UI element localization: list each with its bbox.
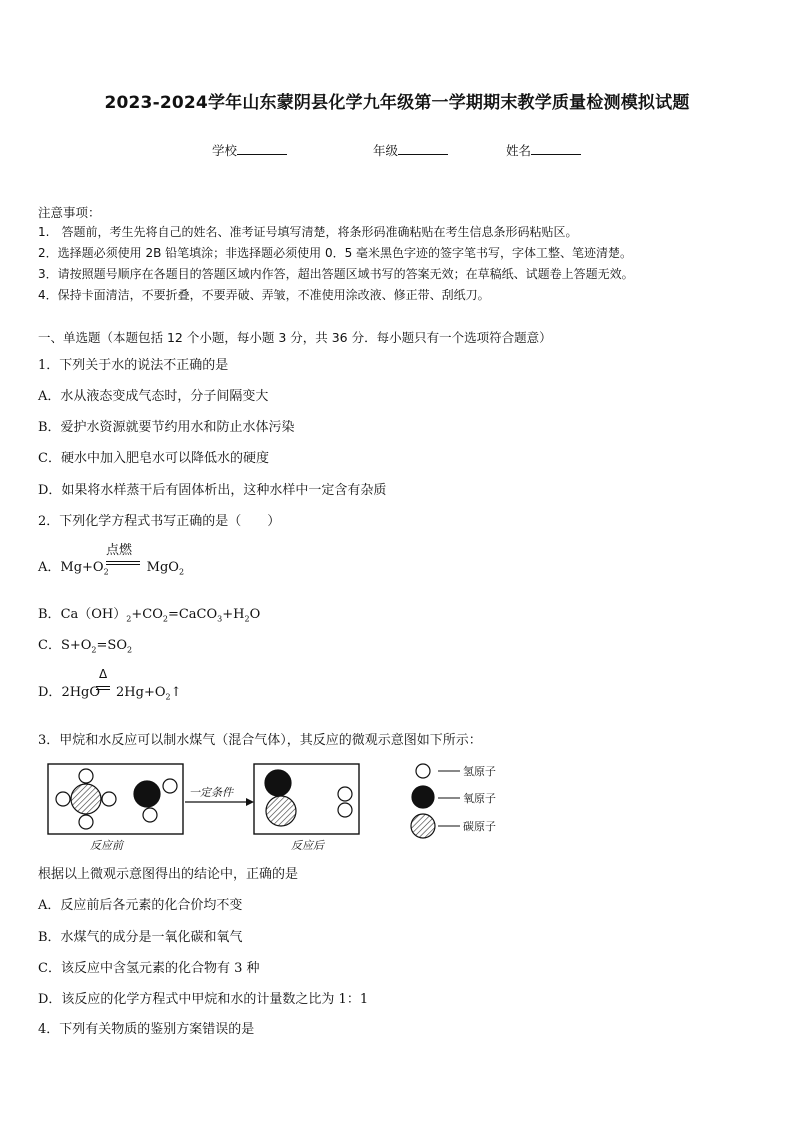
oxygen-atom — [265, 770, 291, 796]
hydrogen-atom — [338, 787, 352, 801]
q2-option-d[interactable]: D．2HgO $2Hg+O_2↑$ — [38, 685, 182, 702]
question-3-stem: 3．甲烷和水反应可以制水煤气（混合气体），其反应的微观示意图如下所示： — [38, 733, 482, 748]
notice-item: 2．选择题必须使用 2B 铅笔填涂；非选择题必须使用 0．5 毫米黑色字迹的签字笔书写，字体工整、笔迹清楚。 — [38, 246, 633, 260]
hydrogen-atom — [143, 808, 157, 822]
carbon-atom — [266, 796, 296, 826]
notice-item: 1. 答题前，考生先将自己的姓名、准考证号填写清楚，将条形码准确粘贴在考生信息条形码粘贴区。 — [38, 225, 578, 239]
page-title: 2023-2024学年山东蒙阴县化学九年级第一学期期末教学质量检测模拟试题 — [104, 93, 690, 113]
name-blank[interactable] — [531, 142, 581, 155]
name-label: 姓名 — [506, 143, 532, 158]
hydrogen-atom — [56, 792, 70, 806]
carbon-atom — [71, 784, 101, 814]
hydrogen-atom — [163, 779, 177, 793]
q2-d-condition: Δ — [99, 667, 108, 681]
q2-option-b[interactable]: B．$Ca(OH)_2+CO_2=CaCO_3+H_2O$ — [38, 607, 261, 624]
q2-d-equal-sign — [96, 686, 110, 690]
school-label: 学校 — [212, 143, 238, 158]
legend-carbon-label: 碳原子 — [463, 820, 496, 833]
q1-option-a[interactable]: A．水从液态变成气态时，分子间隔变大 — [38, 389, 269, 404]
legend-hydrogen-symbol — [416, 764, 430, 778]
school-field[interactable] — [212, 141, 287, 159]
legend-hydrogen-label: 氢原子 — [463, 765, 496, 778]
grade-field[interactable] — [373, 141, 448, 159]
arrow-label: 一定条件 — [189, 786, 233, 799]
after-label: 反应后 — [291, 839, 324, 852]
question-4-stem: 4．下列有关物质的鉴别方案错误的是 — [38, 1022, 255, 1037]
hydrogen-atom — [79, 815, 93, 829]
q3-option-c[interactable]: C．该反应中含氢元素的化合物有 3 种 — [38, 961, 260, 976]
school-blank[interactable] — [237, 142, 287, 155]
q2-option-c[interactable]: C．$S+O_2=SO_2$ — [38, 638, 133, 655]
grade-label: 年级 — [373, 143, 399, 158]
q1-option-c[interactable]: C．硬水中加入肥皂水可以降低水的硬度 — [38, 451, 269, 466]
question-2-stem: 2．下列化学方程式书写正确的是（ ） — [38, 514, 281, 529]
oxygen-atom — [134, 781, 160, 807]
q2-a-equal-sign — [106, 561, 140, 565]
q3-option-d[interactable]: D．该反应的化学方程式中甲烷和水的计量数之比为 1：1 — [38, 992, 369, 1007]
grade-blank[interactable] — [398, 142, 448, 155]
legend-carbon-symbol — [411, 814, 435, 838]
name-field[interactable] — [506, 141, 581, 159]
legend-oxygen-symbol — [412, 786, 434, 808]
q2-a-condition: 点燃 — [106, 543, 133, 558]
q3-lead: 根据以上微观示意图得出的结论中，正确的是 — [38, 867, 299, 882]
legend-oxygen-label: 氧原子 — [463, 792, 496, 805]
notice-item: 3．请按照题号顺序在各题目的答题区域内作答，超出答题区域书写的答案无效；在草稿纸、试题卷上答题无效。 — [38, 267, 634, 281]
hydrogen-atom — [79, 769, 93, 783]
q2-option-a[interactable]: A．$Mg+O_2$ MgO$_2$ — [38, 560, 185, 577]
q1-option-b[interactable]: B．爱护水资源就要节约用水和防止水体污染 — [38, 420, 295, 435]
before-label: 反应前 — [90, 839, 123, 852]
notice-heading: 注意事项： — [38, 205, 101, 220]
hydrogen-atom — [338, 803, 352, 817]
notice-item: 4．保持卡面清洁，不要折叠，不要弄破、弄皱，不准使用涂改液、修正带、刮纸刀。 — [38, 288, 490, 302]
q3-option-b[interactable]: B．水煤气的成分是一氧化碳和氧气 — [38, 930, 243, 945]
section-heading: 一、单选题（本题包括 12 个小题，每小题 3 分，共 36 分．每小题只有一个选项符合题意） — [38, 330, 552, 345]
q3-option-a[interactable]: A．反应前后各元素的化合价均不变 — [38, 898, 243, 913]
question-1-stem: 1．下列关于水的说法不正确的是 — [38, 358, 229, 373]
reaction-microscopic-diagram — [40, 758, 520, 854]
hydrogen-atom — [102, 792, 116, 806]
q1-option-d[interactable]: D．如果将水样蒸干后有固体析出，这种水样中一定含有杂质 — [38, 483, 387, 498]
